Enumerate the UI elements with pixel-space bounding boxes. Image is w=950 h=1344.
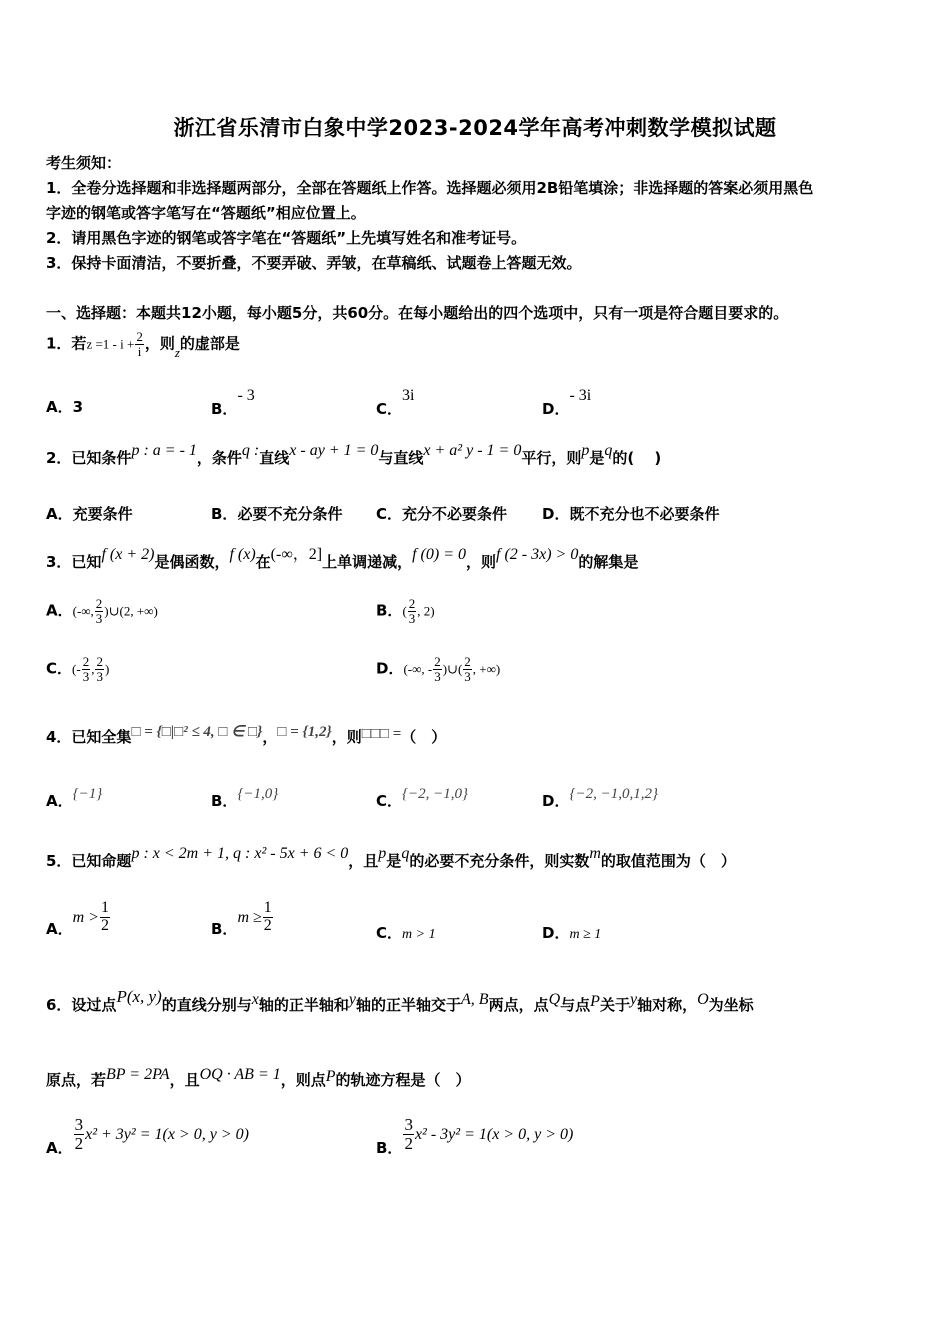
- text-q3-options-2-post: ): [104, 661, 110, 677]
- text-q3-options-2-label: C．: [46, 659, 73, 678]
- text-q6-l2mid2: ，则点: [280, 1071, 326, 1089]
- q3-option-a[interactable]: [46, 597, 158, 625]
- text-q4-options-0-label: A．: [46, 792, 73, 810]
- text-q5-mid1: ，且: [348, 852, 379, 870]
- text-q1-options-1-text: - 3: [237, 387, 255, 404]
- text-q6-options-1-num: 3: [404, 1115, 413, 1134]
- text-q3-options-1-label: B．: [376, 601, 403, 620]
- text-q3-f2: f (x): [229, 546, 256, 563]
- page-title: 浙江省乐清市白象中学2023-2024学年高考冲刺数学模拟试题: [173, 116, 777, 140]
- text-q2-mid1: ，条件: [196, 449, 242, 467]
- text-q3-mid3: 上单调递减，: [322, 553, 413, 571]
- text-q3-options-0-pre: (-∞,: [72, 603, 94, 619]
- q1-option-d[interactable]: [542, 384, 592, 418]
- text-q3-options-0-num: 2: [95, 596, 103, 611]
- q5-option-b[interactable]: [211, 899, 274, 938]
- text-q5-options-0-den: 2: [100, 916, 109, 934]
- text-q6-y: y: [348, 991, 356, 1008]
- question-6-line-2: [46, 1066, 471, 1090]
- q4-option-c[interactable]: [376, 782, 469, 810]
- text-q5-p: p: [378, 845, 387, 862]
- text-q5-options-2-label: C．: [376, 924, 403, 942]
- text-q3-options-3-den2: 3: [464, 668, 471, 684]
- question-1: [46, 330, 240, 358]
- q1-fraction: [135, 330, 144, 358]
- text-q2-mid2: 直线: [259, 449, 290, 467]
- q5-option-d[interactable]: [542, 922, 601, 943]
- text-q6-cond1: BP = 2PA: [106, 1066, 170, 1083]
- text-q6-mid6: 关于: [599, 996, 630, 1014]
- text-q3-options-2-num: 2: [82, 654, 90, 669]
- q3-option-b[interactable]: [376, 597, 435, 625]
- text-q5-shi: 是: [386, 852, 402, 870]
- q1-pre: 1．若: [46, 334, 87, 353]
- text-q1-options-1-label: B．: [211, 400, 238, 418]
- text-q3-options-0-label: A．: [46, 601, 73, 620]
- text-q1-options-0-text: 3: [72, 398, 84, 416]
- text-q6-mid4: 两点，点: [488, 996, 549, 1014]
- q1-mid: ，则: [144, 334, 175, 353]
- text-q3-options-2-num2: 2: [96, 654, 103, 669]
- q2-line2: x + a² y - 1 = 0: [423, 442, 522, 459]
- text-q6-options-0-den: 2: [74, 1133, 84, 1153]
- text-q3-options-1-num: 2: [408, 596, 416, 611]
- q1-expr: z =1 - i +: [86, 336, 135, 352]
- text-q6-P2: P: [590, 993, 600, 1010]
- question-5: [46, 845, 736, 871]
- text-q2-options-0-label: A．: [46, 505, 73, 523]
- text-q4-options-2-text: {−2, −1,0}: [402, 786, 469, 802]
- text-q3-mid4: ，则: [466, 553, 497, 571]
- text-q6-options-0-text: x² + 3y² = 1(x > 0, y > 0): [85, 1125, 249, 1143]
- notice-line-1b: 字迹的钢笔或答字笔写在“答题纸”相应位置上。: [46, 204, 366, 222]
- text-q6-l2mid: ，且: [169, 1071, 200, 1089]
- text-q5-options-1-num: 1: [263, 899, 272, 916]
- q2-option-d[interactable]: [542, 503, 719, 524]
- text-q1-frac_num: 2: [136, 329, 143, 344]
- q3-option-d[interactable]: [376, 655, 500, 683]
- text-q3-options-2-den2: 3: [96, 668, 103, 684]
- text-q6-y2: y: [629, 991, 638, 1008]
- text-q5-options-1-den: 2: [263, 916, 272, 934]
- text-q5-options-1-label: B．: [211, 919, 238, 938]
- text-q3-f1: f (x + 2): [101, 546, 155, 563]
- q6-option-b[interactable]: [376, 1115, 574, 1157]
- text-q3-options-2-mid: ,: [91, 661, 95, 677]
- text-q3-options-3-den: 3: [434, 668, 441, 684]
- q2-option-a[interactable]: [46, 503, 133, 524]
- text-q3-mid1: 是偶函数，: [154, 553, 230, 571]
- text-q5-q: q: [401, 845, 410, 862]
- text-q4-options-3-label: D．: [542, 792, 570, 810]
- text-q5-options-0-pre: m >: [72, 908, 99, 926]
- text-q2-mid4: 平行，则: [521, 449, 582, 467]
- text-q6-mid8: 为坐标: [708, 996, 754, 1014]
- q2-option-b[interactable]: [211, 503, 342, 524]
- text-q5-m: m: [589, 845, 601, 862]
- text-q1-options-3-label: D．: [542, 400, 570, 418]
- text-q4-options-2-label: C．: [376, 792, 403, 810]
- text-q3-options-3-post: , +∞): [472, 661, 501, 677]
- text-q4-options-1-text: {−1,0}: [237, 786, 279, 802]
- text-q2-q: q: [604, 442, 613, 459]
- q1-option-c[interactable]: [376, 384, 415, 418]
- text-q6-P3: P: [325, 1068, 336, 1085]
- q2-line1: x - ay + 1 = 0: [289, 442, 379, 459]
- question-6: [46, 987, 754, 1015]
- text-q3-options-1-post: , 2): [417, 603, 435, 619]
- text-q2-pre: 2．已知条件: [46, 449, 132, 467]
- text-q2-options-3-text: 既不充分也不必要条件: [569, 505, 720, 523]
- text-q3-options-2-den: 3: [82, 668, 90, 684]
- text-q3-options-0-den: 3: [95, 610, 103, 626]
- q4-option-d[interactable]: [542, 782, 658, 810]
- q2-p-expr: p : a = - 1: [131, 442, 197, 459]
- text-q3-options-3-num2: 2: [464, 654, 471, 669]
- text-q6-mid7: 轴对称，: [637, 996, 698, 1014]
- text-q3-ineq: f (2 - 3x) > 0: [496, 546, 579, 563]
- q6-option-a[interactable]: [46, 1115, 249, 1157]
- text-q6-mid5: 与点: [560, 996, 591, 1014]
- text-q3-options-3-pre: (-∞, -: [403, 661, 433, 677]
- text-q5-mid2: 的必要不充分条件，则实数: [409, 852, 590, 870]
- text-q3-f0: f (0) = 0: [412, 546, 466, 563]
- text-q3-pre: 3．已知: [46, 553, 102, 571]
- text-q3-options-3-num: 2: [434, 654, 441, 669]
- text-q3-options-3-label: D．: [376, 659, 404, 678]
- text-q6-l2post: 的轨迹方程是（ ）: [335, 1071, 471, 1089]
- text-q1-options-2-text: 3i: [402, 387, 415, 404]
- q1-var: z: [174, 344, 180, 360]
- text-q5-post: 的取值范围为（ ）: [600, 852, 736, 870]
- text-q5-options-1-pre: m ≥: [237, 908, 262, 926]
- text-q6-options-0-num: 3: [74, 1115, 84, 1134]
- text-q6-Q: Q: [548, 991, 561, 1008]
- text-q6-mid1: 的直线分别与: [161, 996, 252, 1014]
- text-q6-O: O: [697, 991, 709, 1008]
- text-q4-options-1-label: B．: [211, 792, 238, 810]
- question-4: [46, 726, 446, 747]
- q5-option-c[interactable]: [376, 922, 436, 943]
- q3-option-c[interactable]: [46, 655, 109, 683]
- q1-option-a[interactable]: [46, 396, 83, 417]
- text-q6-cond2: OQ · AB = 1: [199, 1066, 281, 1083]
- text-q3-options-2-pre: (-: [72, 661, 81, 677]
- question-2: [46, 442, 662, 468]
- text-q2-options-2-text: 充分不必要条件: [402, 505, 508, 523]
- text-q3-mid2: 在: [255, 553, 271, 571]
- text-q4-sep: ，: [262, 728, 278, 746]
- section-heading: 一、选择题：本题共12小题，每小题5分，共60分。在每小题给出的四个选项中，只有一项是符合题目要求的。: [46, 304, 789, 322]
- text-q1-options-2-label: C．: [376, 400, 403, 418]
- text-q2-p: p: [581, 442, 590, 459]
- text-q5-options-0-num: 1: [100, 899, 109, 916]
- text-q2-mid3: 与直线: [378, 449, 424, 467]
- text-q6-options-1-label: B．: [376, 1138, 403, 1157]
- text-q2-options-0-text: 充要条件: [72, 505, 133, 523]
- text-q6-mid2: 轴的正半轴和: [258, 996, 349, 1014]
- text-q5-pre: 5．已知命题: [46, 852, 132, 870]
- text-q6-AB: A, B: [461, 991, 489, 1008]
- text-q4-mid: ，则: [331, 728, 362, 746]
- text-q3-options-1-den: 3: [408, 610, 416, 626]
- text-q3-interval: (-∞，2]: [270, 546, 323, 563]
- text-q5-options-3-text: m ≥ 1: [569, 927, 602, 942]
- text-q6-x: x: [251, 991, 259, 1008]
- text-q6-options-1-den: 2: [404, 1133, 413, 1153]
- q5-option-a[interactable]: [46, 899, 111, 938]
- text-q3-post: 的解集是: [578, 553, 639, 571]
- text-q5-options-3-label: D．: [542, 924, 570, 942]
- text-q2-options-1-text: 必要不充分条件: [237, 505, 343, 523]
- q1-option-b[interactable]: [211, 384, 255, 418]
- text-q3-options-3-mid: )∪(: [442, 661, 463, 677]
- q2-q-expr: q :: [241, 442, 260, 459]
- text-q2-options-1-label: B．: [211, 505, 238, 523]
- text-q5-options-0-label: A．: [46, 919, 73, 938]
- q4-complement: □□□ =: [361, 726, 402, 742]
- text-q6-mid3: 轴的正半轴交于: [356, 996, 462, 1014]
- text-q4-post: （ ）: [401, 728, 447, 746]
- q4-option-a[interactable]: [46, 782, 103, 810]
- text-q1-options-3-text: - 3i: [569, 387, 592, 404]
- text-q1-options-0-label: A．: [46, 398, 73, 416]
- q4-set-a: □ = {1,2}: [277, 724, 332, 740]
- text-q3-options-1-pre: (: [402, 603, 407, 619]
- text-q6-pre: 6．设过点: [46, 996, 117, 1014]
- text-q6-l2pre: 原点，若: [46, 1071, 107, 1089]
- text-q3-options-0-post: )∪(2, +∞): [104, 603, 158, 619]
- question-3: [46, 546, 639, 572]
- text-q1-frac_den: i: [137, 343, 142, 359]
- text-q6-options-0-label: A．: [46, 1138, 73, 1157]
- q2-option-c[interactable]: [376, 503, 507, 524]
- notice-line-3: 3．保持卡面清洁，不要折叠，不要弄破、弄皱，在草稿纸、试题卷上答题无效。: [46, 254, 582, 272]
- text-q6-options-1-text: x² - 3y² = 1(x > 0, y > 0): [414, 1125, 574, 1143]
- text-q2-options-3-label: D．: [542, 505, 570, 523]
- text-q4-pre: 4．已知全集: [46, 728, 132, 746]
- text-q5-options-2-text: m > 1: [402, 927, 436, 942]
- text-q2-options-2-label: C．: [376, 505, 403, 523]
- q4-option-b[interactable]: [211, 782, 279, 810]
- text-q2-post: 的( ): [612, 449, 662, 467]
- text-q4-options-3-text: {−2, −1,0,1,2}: [569, 786, 658, 802]
- q1-post: 的虚部是: [179, 334, 240, 353]
- notice-line-2: 2．请用黑色字迹的钢笔或答字笔在“答题纸”上先填写姓名和准考证号。: [46, 229, 527, 247]
- text-q4-options-0-text: {−1}: [72, 786, 103, 802]
- notice-line-1a: 1．全卷分选择题和非选择题两部分，全部在答题纸上作答。选择题必须用2B铅笔填涂；非选择题的答案必须用黑色: [46, 179, 814, 197]
- q5-expr: p : x < 2m + 1, q : x² - 5x + 6 < 0: [131, 845, 349, 862]
- text-q2-shi: 是: [589, 449, 605, 467]
- text-q6-P: P(x, y): [116, 987, 162, 1006]
- notice-heading: 考生须知：: [46, 154, 122, 172]
- q4-set-u: □ = {□|□² ≤ 4, □ ∈ □}: [131, 724, 263, 740]
